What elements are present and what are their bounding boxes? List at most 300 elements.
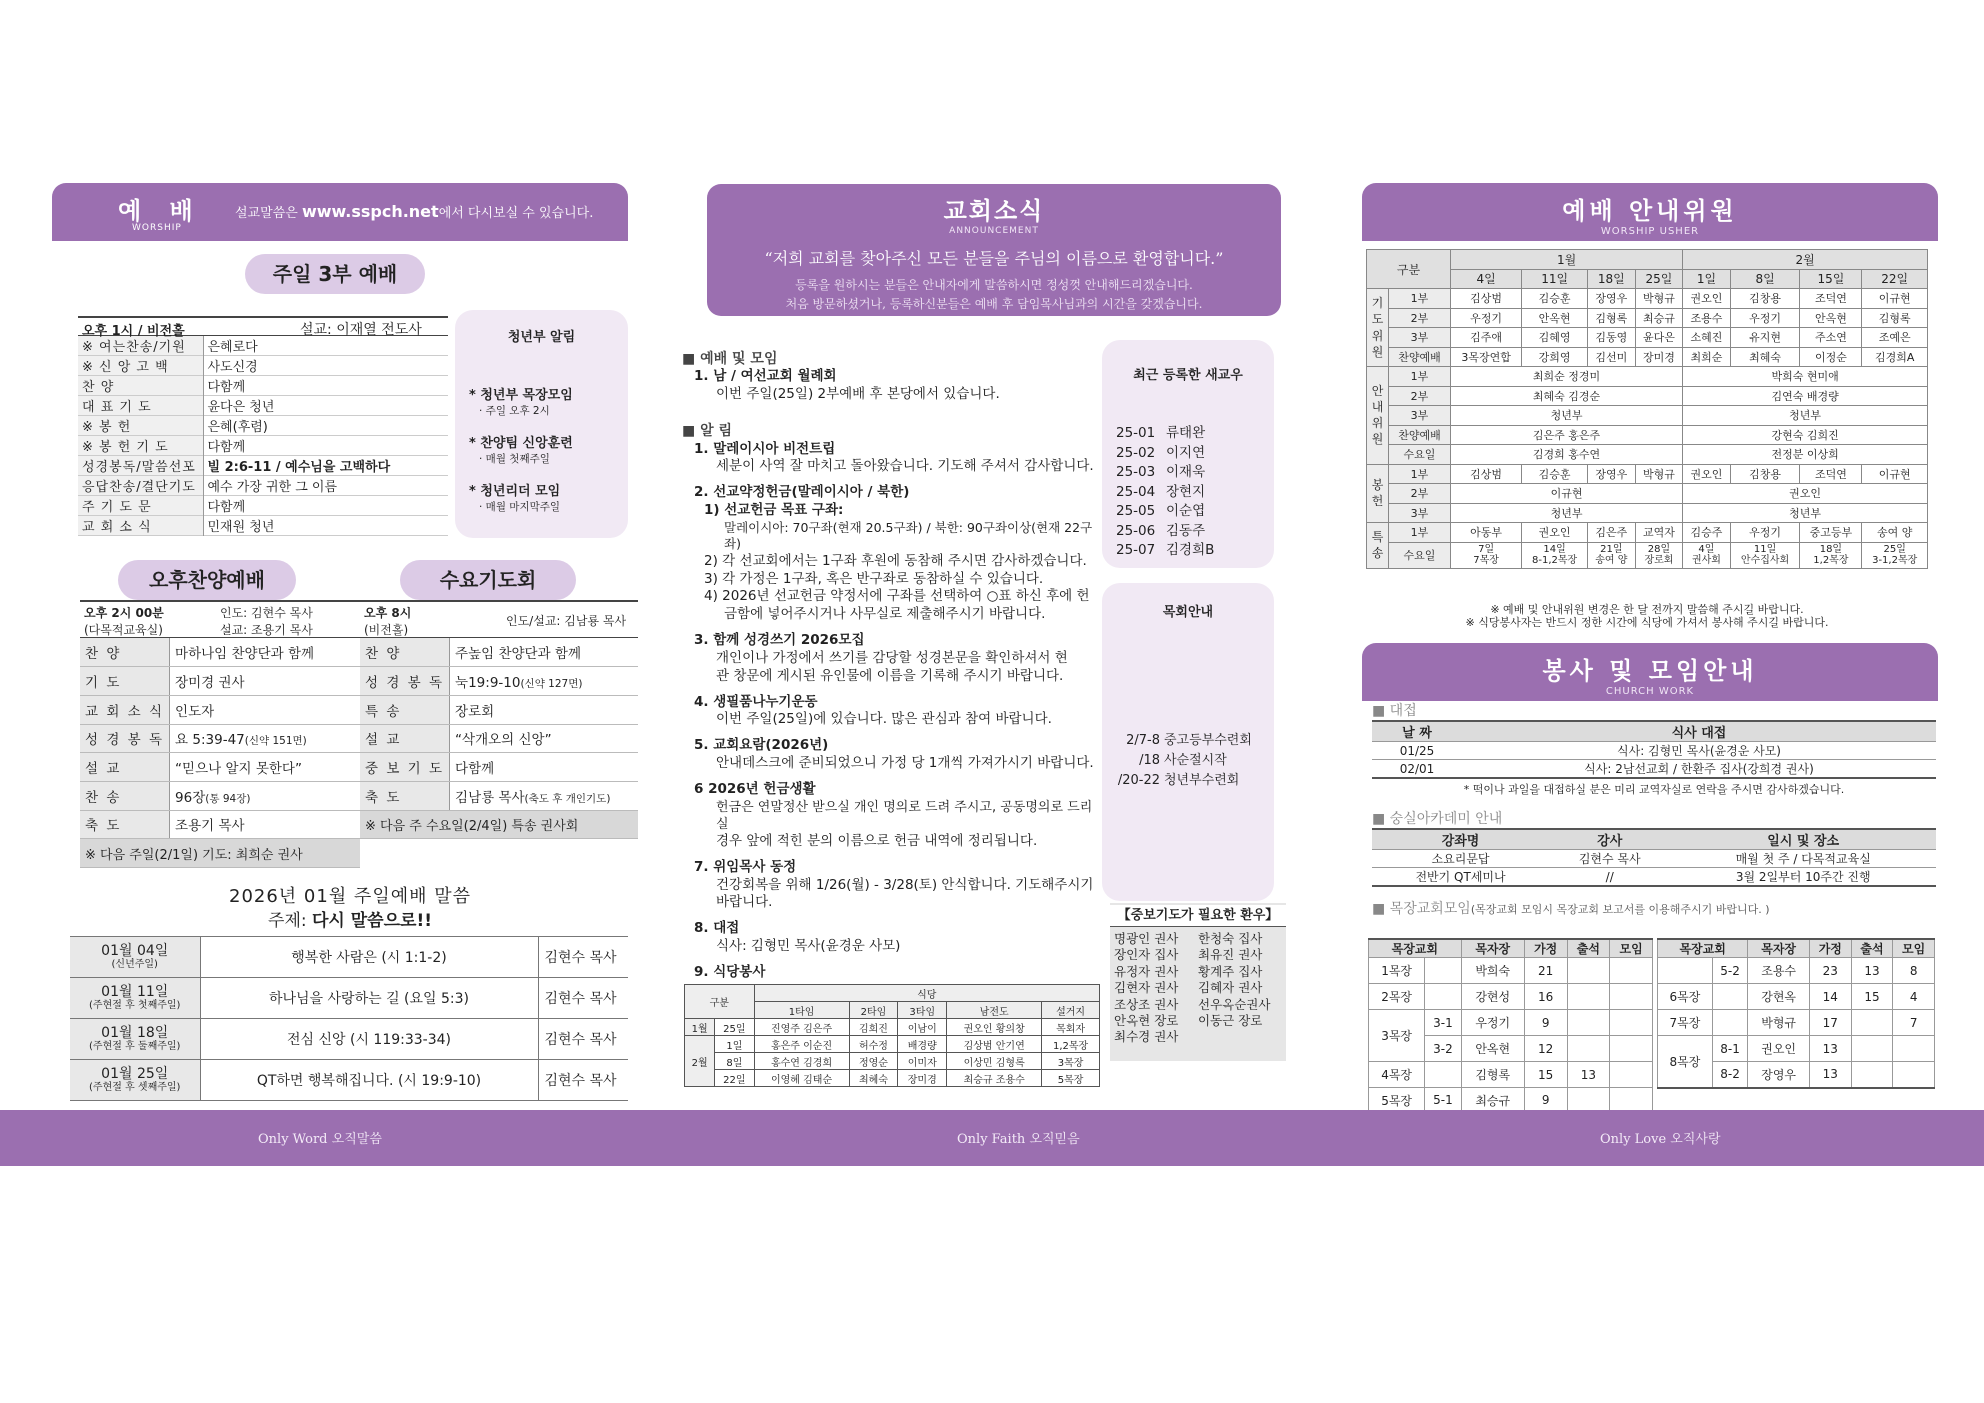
b9-title: 9. 식당봉사 — [694, 963, 766, 980]
usher-cell: 전정분 이상희 — [1683, 445, 1928, 465]
wednesday-place: (비전홀) — [364, 623, 409, 637]
cell-value: 박희숙 — [1461, 958, 1524, 984]
cell-value — [1610, 958, 1653, 984]
cell-head: 목장교회 — [1369, 939, 1462, 958]
newcomer-item — [1116, 424, 1214, 444]
usher-cell: 박형규 — [1635, 464, 1682, 484]
usher-cell: 청년부 — [1450, 503, 1682, 523]
usher-cell: 김상범 — [1450, 464, 1521, 484]
usher-cell: 최혜숙 — [1730, 347, 1800, 367]
prayer-person: 이동근 장로 — [1198, 1013, 1263, 1029]
prayer-person: 최수경 권사 — [1114, 1029, 1179, 1045]
b2-sub4b: 금함에 넣어주시거나 사무실로 제출해주시기 바랍니다. — [724, 606, 1046, 623]
b8-title: 8. 대접 — [694, 920, 740, 937]
order-value: 은혜(후렴) — [207, 420, 268, 436]
newcomer-number: 25-04 — [1116, 483, 1156, 500]
order-label: 축 도 — [360, 781, 450, 810]
usher-cell: 최희순 정경미 — [1450, 367, 1682, 387]
treat-detail: 식사: 김형민 목사(윤경운 사모) — [1462, 742, 1936, 760]
usher-cell-date: 14일 — [1543, 544, 1566, 555]
cell-head: 가정 — [1809, 939, 1851, 958]
service-subtitle: CHURCH WORK — [1605, 686, 1695, 697]
cell-value — [1893, 1036, 1935, 1062]
usher-cell — [1635, 542, 1682, 568]
usher-group-label: 안내위원 — [1371, 383, 1384, 447]
sermon-date — [70, 1060, 200, 1101]
order-row — [78, 396, 448, 416]
usher-group — [1367, 523, 1389, 569]
pastoral-event: 중고등부수련회 — [1164, 733, 1252, 748]
cell-head: 가정 — [1524, 939, 1567, 958]
academy-cell: 소요리문답 — [1372, 850, 1549, 868]
meal-cell: 권오인 황의창 — [947, 1019, 1042, 1036]
usher-cell: 아동부 — [1450, 523, 1521, 543]
academy-head: 일시 및 장소 — [1670, 829, 1936, 850]
usher-subtitle: WORSHIP USHER — [1600, 226, 1700, 237]
meal-row — [685, 1036, 1100, 1053]
website-link[interactable]: www.sspch.net — [301, 202, 439, 221]
newcomer-number: 25-07 — [1116, 542, 1156, 558]
order-label: 성경봉독/말씀선포 — [78, 456, 203, 476]
usher-cell: 권오인 — [1683, 464, 1730, 484]
usher-cell-date: 4일 — [1698, 544, 1715, 555]
usher-row — [1367, 386, 1928, 406]
cell-value — [1610, 1062, 1653, 1088]
cell-head-row — [1658, 939, 1935, 958]
cell-row — [1658, 984, 1935, 1010]
b5-body: 안내데스크에 준비되었으니 가정 당 1개씩 가져가시기 바랍니다. — [716, 754, 1094, 771]
order-row — [360, 695, 638, 724]
usher-cell: 김창용 — [1730, 464, 1800, 484]
treat-table — [1372, 720, 1936, 779]
sermon-title: 하나님을 사랑하는 길 (요일 5:3) — [200, 978, 538, 1019]
b6-body2: 경우 앞에 적힌 분의 이름으로 헌금 내역에 정리됩니다. — [716, 832, 1038, 849]
order-value-text: “믿으나 알지 못한다” — [175, 761, 302, 778]
order-label: 주 기 도 문 — [78, 496, 203, 516]
usher-cell: 3목장연합 — [1450, 347, 1521, 367]
usher-cell: 권오인 — [1683, 484, 1928, 504]
usher-row — [1367, 484, 1928, 504]
order-value — [450, 753, 638, 782]
usher-cell: 김혜영 — [1522, 328, 1588, 348]
order-label: 기 도 — [80, 667, 170, 696]
treat-note: * 떡이나 과일을 대접하실 분은 미리 교역자실로 연락을 주시면 감사하겠습니다. — [1463, 783, 1845, 796]
newcomer-item — [1116, 522, 1214, 542]
usher-row — [1367, 464, 1928, 484]
usher-cell-group: 8-1,2목장 — [1532, 555, 1578, 566]
cell-name: 7목장 — [1658, 1010, 1713, 1036]
cell-name: 4목장 — [1369, 1062, 1425, 1088]
newcomer-item — [1116, 541, 1214, 561]
order-value-text: 다함께 — [455, 761, 495, 778]
prayer-person: 선우옥순권사 — [1198, 996, 1271, 1012]
cell-sub — [1425, 1062, 1461, 1088]
welcome-line1: 등록을 원하시는 분들은 안내자에게 말씀하시면 정성껏 안내해드리겠습니다. — [795, 278, 1193, 292]
youth-notice-title: 청년부 알림 — [507, 330, 576, 345]
usher-row — [1367, 406, 1928, 426]
usher-cell: 김은주 홍은주 — [1450, 425, 1682, 445]
meal-head: 식당 — [754, 985, 1099, 1002]
usher-cell-group: 7목장 — [1473, 555, 1499, 566]
cell-row — [1369, 1010, 1653, 1036]
cell-value: 21 — [1524, 958, 1567, 984]
usher-row — [1367, 328, 1928, 348]
sermon-date-text: 01월 04일 — [101, 942, 169, 959]
order-row — [78, 436, 448, 456]
order-label: 설 교 — [360, 724, 450, 753]
order-value — [170, 753, 360, 782]
usher-slot: 3부 — [1389, 503, 1451, 523]
order-value: 사도신경 — [207, 360, 258, 376]
usher-note-1: ※ 예배 및 안내위원 변경은 한 달 전까지 말씀해 주시길 바랍니다. — [1490, 603, 1804, 616]
usher-group-label: 봉헌 — [1371, 478, 1384, 509]
meal-cell: 목회자 — [1042, 1019, 1100, 1036]
usher-cell: 김승훈 — [1522, 289, 1588, 309]
usher-group — [1367, 367, 1389, 465]
cell-sub — [1712, 984, 1748, 1010]
usher-cell: 소혜진 — [1683, 328, 1730, 348]
meal-day: 8일 — [715, 1053, 754, 1070]
usher-cell-group: 권사회 — [1691, 555, 1721, 566]
sermon-date-note: (신년주일) — [111, 959, 158, 971]
order-label: 찬 양 — [360, 638, 450, 667]
cell-sub — [1712, 1010, 1748, 1036]
order-value: 다함께 — [207, 500, 246, 516]
academy-row — [1372, 868, 1936, 887]
usher-cell: 우정기 — [1730, 523, 1800, 543]
cell-sub: 3-2 — [1425, 1036, 1461, 1062]
meal-cell: 3목장 — [1042, 1053, 1100, 1070]
usher-row — [1367, 542, 1928, 568]
pastoral-event: 사순절시작 — [1164, 753, 1227, 768]
usher-cell — [1683, 542, 1730, 568]
order-row — [78, 476, 448, 496]
order-value-text: 장로회 — [455, 703, 495, 720]
order-label: 중 보 기 도 — [360, 753, 450, 782]
cell-head-row — [1369, 939, 1653, 958]
b6-title: 6 2026년 헌금생활 — [694, 780, 816, 797]
usher-cell: 김상범 — [1450, 289, 1521, 309]
cell-name: 5목장 — [1369, 1088, 1425, 1114]
order-value-text: 장미경 권사 — [175, 675, 245, 692]
usher-cell: 이규현 — [1862, 464, 1928, 484]
order-value-text: “삭개오의 신앙” — [455, 732, 552, 749]
cell-name — [1658, 958, 1713, 984]
usher-cell — [1587, 542, 1635, 568]
newcomer-number: 25-02 — [1116, 444, 1156, 461]
worship-title: 예 배 — [118, 197, 203, 225]
cell-value: 8 — [1893, 958, 1935, 984]
cell-value — [1610, 1036, 1653, 1062]
cell-sub: 3-1 — [1425, 1010, 1461, 1036]
usher-title: 예배 안내위원 — [1562, 197, 1738, 225]
cell-heading-note: (목장교회 모임시 목장교회 보고서를 이용해주시기 바랍니다. ) — [1470, 903, 1770, 916]
youth-notice-item — [469, 384, 573, 418]
pastoral-item — [1102, 731, 1274, 751]
cell-value: 13 — [1809, 1062, 1851, 1088]
sermon-date — [70, 978, 200, 1019]
cell-value: 17 — [1809, 1010, 1851, 1036]
meal-col-head: 2타임 — [849, 1002, 898, 1019]
cell-value: 23 — [1809, 958, 1851, 984]
order-row — [80, 638, 360, 667]
b3-body2: 관 창문에 게시된 유인물에 이름을 기록해 주시기 바랍니다. — [716, 667, 1064, 684]
service-title: 봉사 및 모임안내 — [1542, 657, 1758, 685]
usher-slot: 수요일 — [1389, 542, 1451, 568]
meal-head-row — [685, 985, 1100, 1002]
usher-cell — [1450, 542, 1521, 568]
prayer-box — [1110, 903, 1286, 1061]
usher-cell-group: 장로회 — [1644, 555, 1674, 566]
announcements — [682, 350, 1102, 982]
treat-row — [1372, 742, 1936, 760]
pastoral-date: /18 — [1139, 753, 1160, 768]
meal-cell: 이남이 — [898, 1019, 947, 1036]
usher-row — [1367, 289, 1928, 309]
sermon-date — [70, 1019, 200, 1060]
cell-value — [1567, 958, 1610, 984]
b6-body1: 헌금은 연말정산 받으실 개인 명의로 드려 주시고, 공동명의로 드리실 — [716, 799, 1093, 832]
afternoon-place: (다목적교육실) — [84, 623, 163, 637]
youth-notice-item-title: * 청년리더 모임 — [469, 484, 561, 499]
order-label: 성 경 봉 독 — [360, 667, 450, 696]
order-row — [360, 724, 638, 753]
pastoral-box — [1102, 583, 1274, 901]
meal-cell: 배경량 — [898, 1036, 947, 1053]
youth-notice-item — [469, 480, 573, 514]
usher-cell: 박희숙 현미애 — [1683, 367, 1928, 387]
cell-value: 12 — [1524, 1036, 1567, 1062]
usher-head-row — [1367, 269, 1928, 289]
meal-month: 1월 — [685, 1019, 715, 1036]
usher-cell: 윤다은 — [1635, 328, 1682, 348]
sermon-theme — [70, 906, 630, 931]
usher-cell: 최희순 — [1683, 347, 1730, 367]
footer-love: Only Love 오직사랑 — [1600, 1132, 1721, 1147]
cell-value — [1610, 1010, 1653, 1036]
order-footer: ※ 다음 주일(2/1일) 기도: 최희순 권사 — [80, 839, 360, 868]
order-value: 빌 2:6-11 / 예수님을 고백하다 — [207, 460, 391, 476]
worship-note — [235, 202, 593, 221]
usher-date: 18일 — [1587, 269, 1635, 289]
theme-label: 주제: — [268, 911, 312, 931]
b2-sub1: 1) 선교헌금 목표 구좌: — [704, 502, 844, 518]
sermon-title: 전심 신앙 (시 119:33-34) — [200, 1019, 538, 1060]
b3-body1: 개인이나 가정에서 쓰기를 감당할 성경본문을 확인하셔서 현 — [716, 649, 1068, 666]
cell-sub: 8-2 — [1712, 1062, 1748, 1088]
usher-slot: 찬양예배 — [1389, 347, 1451, 367]
meal-cell: 최혜숙 — [849, 1070, 898, 1087]
usher-cell: 이정순 — [1800, 347, 1862, 367]
usher-cell: 안옥현 — [1800, 308, 1862, 328]
academy-row — [1372, 850, 1936, 868]
news-subtitle: ANNOUNCEMENT — [949, 226, 1039, 236]
cell-value: 강현성 — [1461, 984, 1524, 1010]
usher-row — [1367, 523, 1928, 543]
meal-col-head: 설거지 — [1042, 1002, 1100, 1019]
usher-row — [1367, 503, 1928, 523]
usher-cell-group: 안수집사회 — [1740, 555, 1790, 566]
cell-row — [1369, 1062, 1653, 1088]
b7-title: 7. 위임목사 동정 — [694, 858, 797, 875]
b2-title: 2. 선교약정헌금(말레이시아 / 북한) — [694, 484, 910, 501]
afternoon-time: 오후 2시 00분 — [84, 606, 164, 620]
order-footer: ※ 다음 주 수요일(2/4일) 특송 권사회 — [360, 810, 638, 839]
order-value-text: 인도자 — [175, 703, 215, 720]
footer-word: Only Word 오직말씀 — [258, 1132, 382, 1147]
newcomers-box — [1102, 340, 1274, 568]
meal-cell: 이미자 — [898, 1053, 947, 1070]
welcome-line2: 처음 방문하셨거나, 등록하신분들은 예배 후 담임목사님과의 시간을 갖겠습니다. — [785, 297, 1203, 311]
meal-col-head: 3타임 — [898, 1002, 947, 1019]
usher-date: 11일 — [1522, 269, 1588, 289]
order-value: 민재원 청년 — [207, 520, 275, 536]
order-value — [450, 724, 638, 753]
order-value: 은혜로다 — [207, 340, 258, 356]
usher-month: 2월 — [1683, 250, 1928, 270]
cell-sub — [1425, 958, 1461, 984]
cell-sub: 8-1 — [1712, 1036, 1748, 1062]
wednesday-leader: 인도/설교: 김남룡 목사 — [506, 614, 627, 628]
newcomers-title: 최근 등록한 새교우 — [1133, 368, 1243, 383]
order-value — [170, 724, 360, 753]
youth-notice-item-sub: · 매월 마지막주일 — [479, 501, 561, 513]
usher-cell: 김선미 — [1587, 347, 1635, 367]
cell-table-left — [1368, 938, 1653, 1115]
b3-title: 3. 함께 성경쓰기 2026모집 — [694, 632, 865, 649]
cell-row — [1658, 958, 1935, 984]
academy-head: 강사 — [1549, 829, 1670, 850]
sunday3-order — [78, 336, 448, 536]
sermon-date-text: 01월 11일 — [101, 983, 169, 1000]
cell-value — [1610, 984, 1653, 1010]
usher-cell-date: 25일 — [1883, 544, 1906, 555]
meal-day: 1일 — [715, 1036, 754, 1053]
newcomer-item — [1116, 502, 1214, 522]
usher-slot: 3부 — [1389, 328, 1451, 348]
treat-row — [1372, 760, 1936, 779]
order-label: 교 회 소 식 — [78, 516, 203, 536]
usher-cell: 김연숙 배경량 — [1683, 386, 1928, 406]
usher-cell-date: 21일 — [1600, 544, 1623, 555]
youth-notice-item-title: * 청년부 목장모임 — [469, 388, 573, 403]
news-title: 교회소식 — [943, 197, 1045, 225]
newcomer-item — [1116, 444, 1214, 464]
usher-row — [1367, 445, 1928, 465]
usher-cell: 우정기 — [1730, 308, 1800, 328]
cell-value — [1851, 1036, 1893, 1062]
usher-slot: 2부 — [1389, 308, 1451, 328]
prayer-person: 명광인 권사 — [1114, 931, 1179, 946]
sermon-table — [70, 936, 628, 1101]
prayer-person: 조상조 권사 — [1114, 996, 1179, 1012]
meal-cell: 정영순 — [849, 1053, 898, 1070]
order-row — [78, 516, 448, 536]
meal-cell: 장미경 — [898, 1070, 947, 1087]
usher-date: 4일 — [1450, 269, 1521, 289]
afternoon-leader: 인도: 김현수 목사 — [220, 606, 313, 620]
b2-sub2: 2) 각 선교회에서는 1구좌 후원에 동참해 주시면 감사하겠습니다. — [704, 552, 1087, 569]
usher-cell: 중고등부 — [1800, 523, 1862, 543]
order-value-text: 김남룡 목사 — [455, 789, 525, 806]
afternoon-preacher: 설교: 조용기 목사 — [220, 623, 313, 637]
newcomer-name: 김경희B — [1166, 542, 1215, 558]
cell-value: 15 — [1851, 984, 1893, 1010]
usher-group — [1367, 464, 1389, 523]
order-value — [170, 638, 360, 667]
youth-notice-item-sub: · 매월 첫째주일 — [479, 453, 550, 465]
usher-cell: 김경희 홍수연 — [1450, 445, 1682, 465]
cell-head: 모임 — [1610, 939, 1653, 958]
prayer-person: 안옥현 장로 — [1114, 1013, 1179, 1029]
section-notices: ■ 알 림 — [682, 423, 733, 440]
usher-group-label: 기도위원 — [1371, 296, 1384, 359]
usher-cell: 장영우 — [1587, 289, 1635, 309]
newcomer-name: 김동주 — [1166, 522, 1206, 539]
cell-name: 6목장 — [1658, 984, 1713, 1010]
academy-head: 강좌명 — [1372, 829, 1549, 850]
cell-row — [1369, 958, 1653, 984]
usher-slot: 1부 — [1389, 289, 1451, 309]
sunday3-preacher: 설교: 이재열 전도사 — [300, 322, 422, 338]
order-row — [78, 456, 448, 476]
order-value-text: 요 5:39-47 — [175, 732, 245, 749]
order-label: 교 회 소 식 — [80, 695, 170, 724]
treat-date: 01/25 — [1372, 742, 1462, 760]
academy-cell: // — [1549, 868, 1670, 887]
order-label: 설 교 — [80, 753, 170, 782]
order-row — [80, 810, 360, 839]
usher-cell: 유지현 — [1730, 328, 1800, 348]
usher-cell: 송여 양 — [1862, 523, 1928, 543]
order-row — [360, 781, 638, 810]
meal-service-table — [684, 984, 1100, 1087]
worship-subtitle: WORSHIP — [132, 223, 182, 233]
meal-cell: 김희진 — [849, 1019, 898, 1036]
sermon-preacher: 김현수 목사 — [538, 1060, 628, 1101]
usher-cell-date: 18일 — [1819, 544, 1843, 555]
prayer-person: 최유진 권사 — [1198, 947, 1263, 963]
cell-name: 1목장 — [1369, 958, 1425, 984]
usher-cell-date: 7일 — [1478, 544, 1495, 555]
usher-cell: 청년부 — [1683, 503, 1928, 523]
footer-row — [360, 810, 638, 839]
order-label: ※ 여는찬송/기원 — [78, 336, 203, 356]
cell-table-right — [1657, 938, 1935, 1089]
usher-cell-group: 3-1,2목장 — [1872, 555, 1918, 566]
usher-cell: 장영우 — [1587, 464, 1635, 484]
cell-value — [1567, 1036, 1610, 1062]
cell-value — [1851, 1062, 1893, 1088]
cell-row — [1658, 1010, 1935, 1036]
order-row — [78, 416, 448, 436]
usher-cell: 청년부 — [1450, 406, 1682, 426]
academy-heading: ■ 숭실아카데미 안내 — [1372, 811, 1503, 827]
treat-date: 02/01 — [1372, 760, 1462, 779]
usher-cell-group: 송여 양 — [1595, 555, 1628, 566]
academy-cell: 전반기 QT세미나 — [1372, 868, 1549, 887]
order-label: 찬 양 — [80, 638, 170, 667]
footer-bar — [0, 1110, 1984, 1166]
meal-row — [685, 1053, 1100, 1070]
usher-date: 15일 — [1800, 269, 1862, 289]
order-value — [170, 695, 360, 724]
b1-title: 1. 말레이시아 비전트립 — [694, 440, 836, 457]
usher-cell — [1730, 542, 1800, 568]
meal-cell: 최승규 조용수 — [947, 1070, 1042, 1087]
usher-cell: 김형록 — [1587, 308, 1635, 328]
order-label: 대 표 기 도 — [78, 396, 203, 416]
